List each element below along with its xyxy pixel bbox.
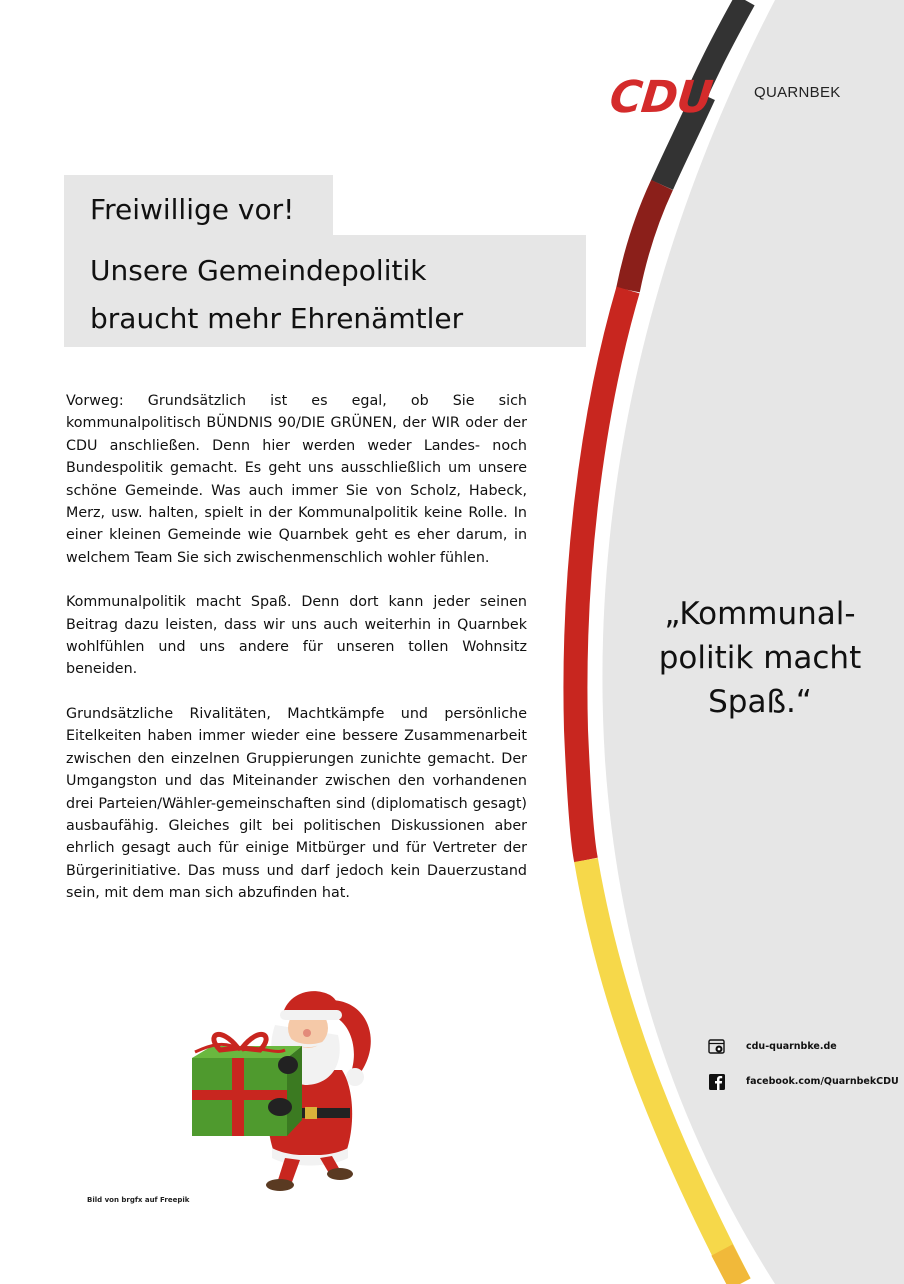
santa-with-gift-illustration <box>180 980 380 1195</box>
title-kicker: Freiwillige vor! <box>90 193 295 226</box>
facebook-link[interactable]: facebook.com/QuarnbekCDU <box>746 1076 899 1087</box>
paragraph-2: Kommunalpolitik macht Spaß. Denn dort kann jeder seinen Beitrag dazu leisten, dass wir uns auch weiterhin in Quarnbek wohlfühlen und uns andere für unseren tollen Wohnsitz beneiden. <box>66 594 527 678</box>
logo-place-text: QUARNBEK <box>754 84 841 101</box>
arc-darkred <box>628 185 662 290</box>
facebook-icon <box>708 1074 726 1090</box>
logo-cdu-text: CDU <box>607 72 715 123</box>
image-credit: Bild von brgfx auf Freepik <box>87 1196 190 1204</box>
article-body <box>66 390 527 927</box>
quote-line-1: „Kommunal- <box>664 596 856 632</box>
quote-line-2: politik macht <box>658 640 862 676</box>
title-headline-line2: braucht mehr Ehrenämtler <box>90 302 464 335</box>
title-headline-line1: Unsere Gemeindepolitik <box>90 254 427 287</box>
arc-lightgold <box>722 1250 740 1284</box>
website-link[interactable]: cdu-quarnbke.de <box>746 1041 837 1052</box>
paragraph-3: Grundsätzliche Rivalitäten, Machtkämpfe und persönliche Eitelkeiten haben immer wieder eine bessere Zusammenarbeit zwischen den einzelnen Gruppierungen zunichte gemacht. Der Umgangston und das Miteinander zwischen den vorhandenen drei Parteien/Wähler-gemeinschaften sind (diplomatisch gesagt) ausbaufähig. Gleiches gilt bei politischen Diskussionen aber ehrlich gesagt auch für einige Mitbürger und für Vertreter der Bürgerinitiative. Das muss und darf jedoch kein Dauerzustand sein, mit dem man sich abzufinden hat. <box>66 705 527 902</box>
pull-quote <box>640 592 880 724</box>
website-icon <box>708 1039 726 1055</box>
quote-line-3: Spaß.“ <box>708 684 812 720</box>
paragraph-1: Vorweg: Grundsätzlich ist es egal, ob Sie sich kommunalpolitisch BÜNDNIS 90/DIE GRÜNEN, der WIR oder der CDU anschließen. Denn hier werden weder Landes- noch Bundespolitik gemacht. Es geht uns ausschließlich um unsere schöne Gemeinde. Was auch immer Sie von Scholz, Habeck, Merz, usw. halten, spielt in der Kommunalpolitik keine Rolle. In einer kleinen Gemeinde wie Quarnbek geht es eher darum, in welchem Team Sie sich zwischenmenschlich wohler fühlen. <box>66 393 527 566</box>
